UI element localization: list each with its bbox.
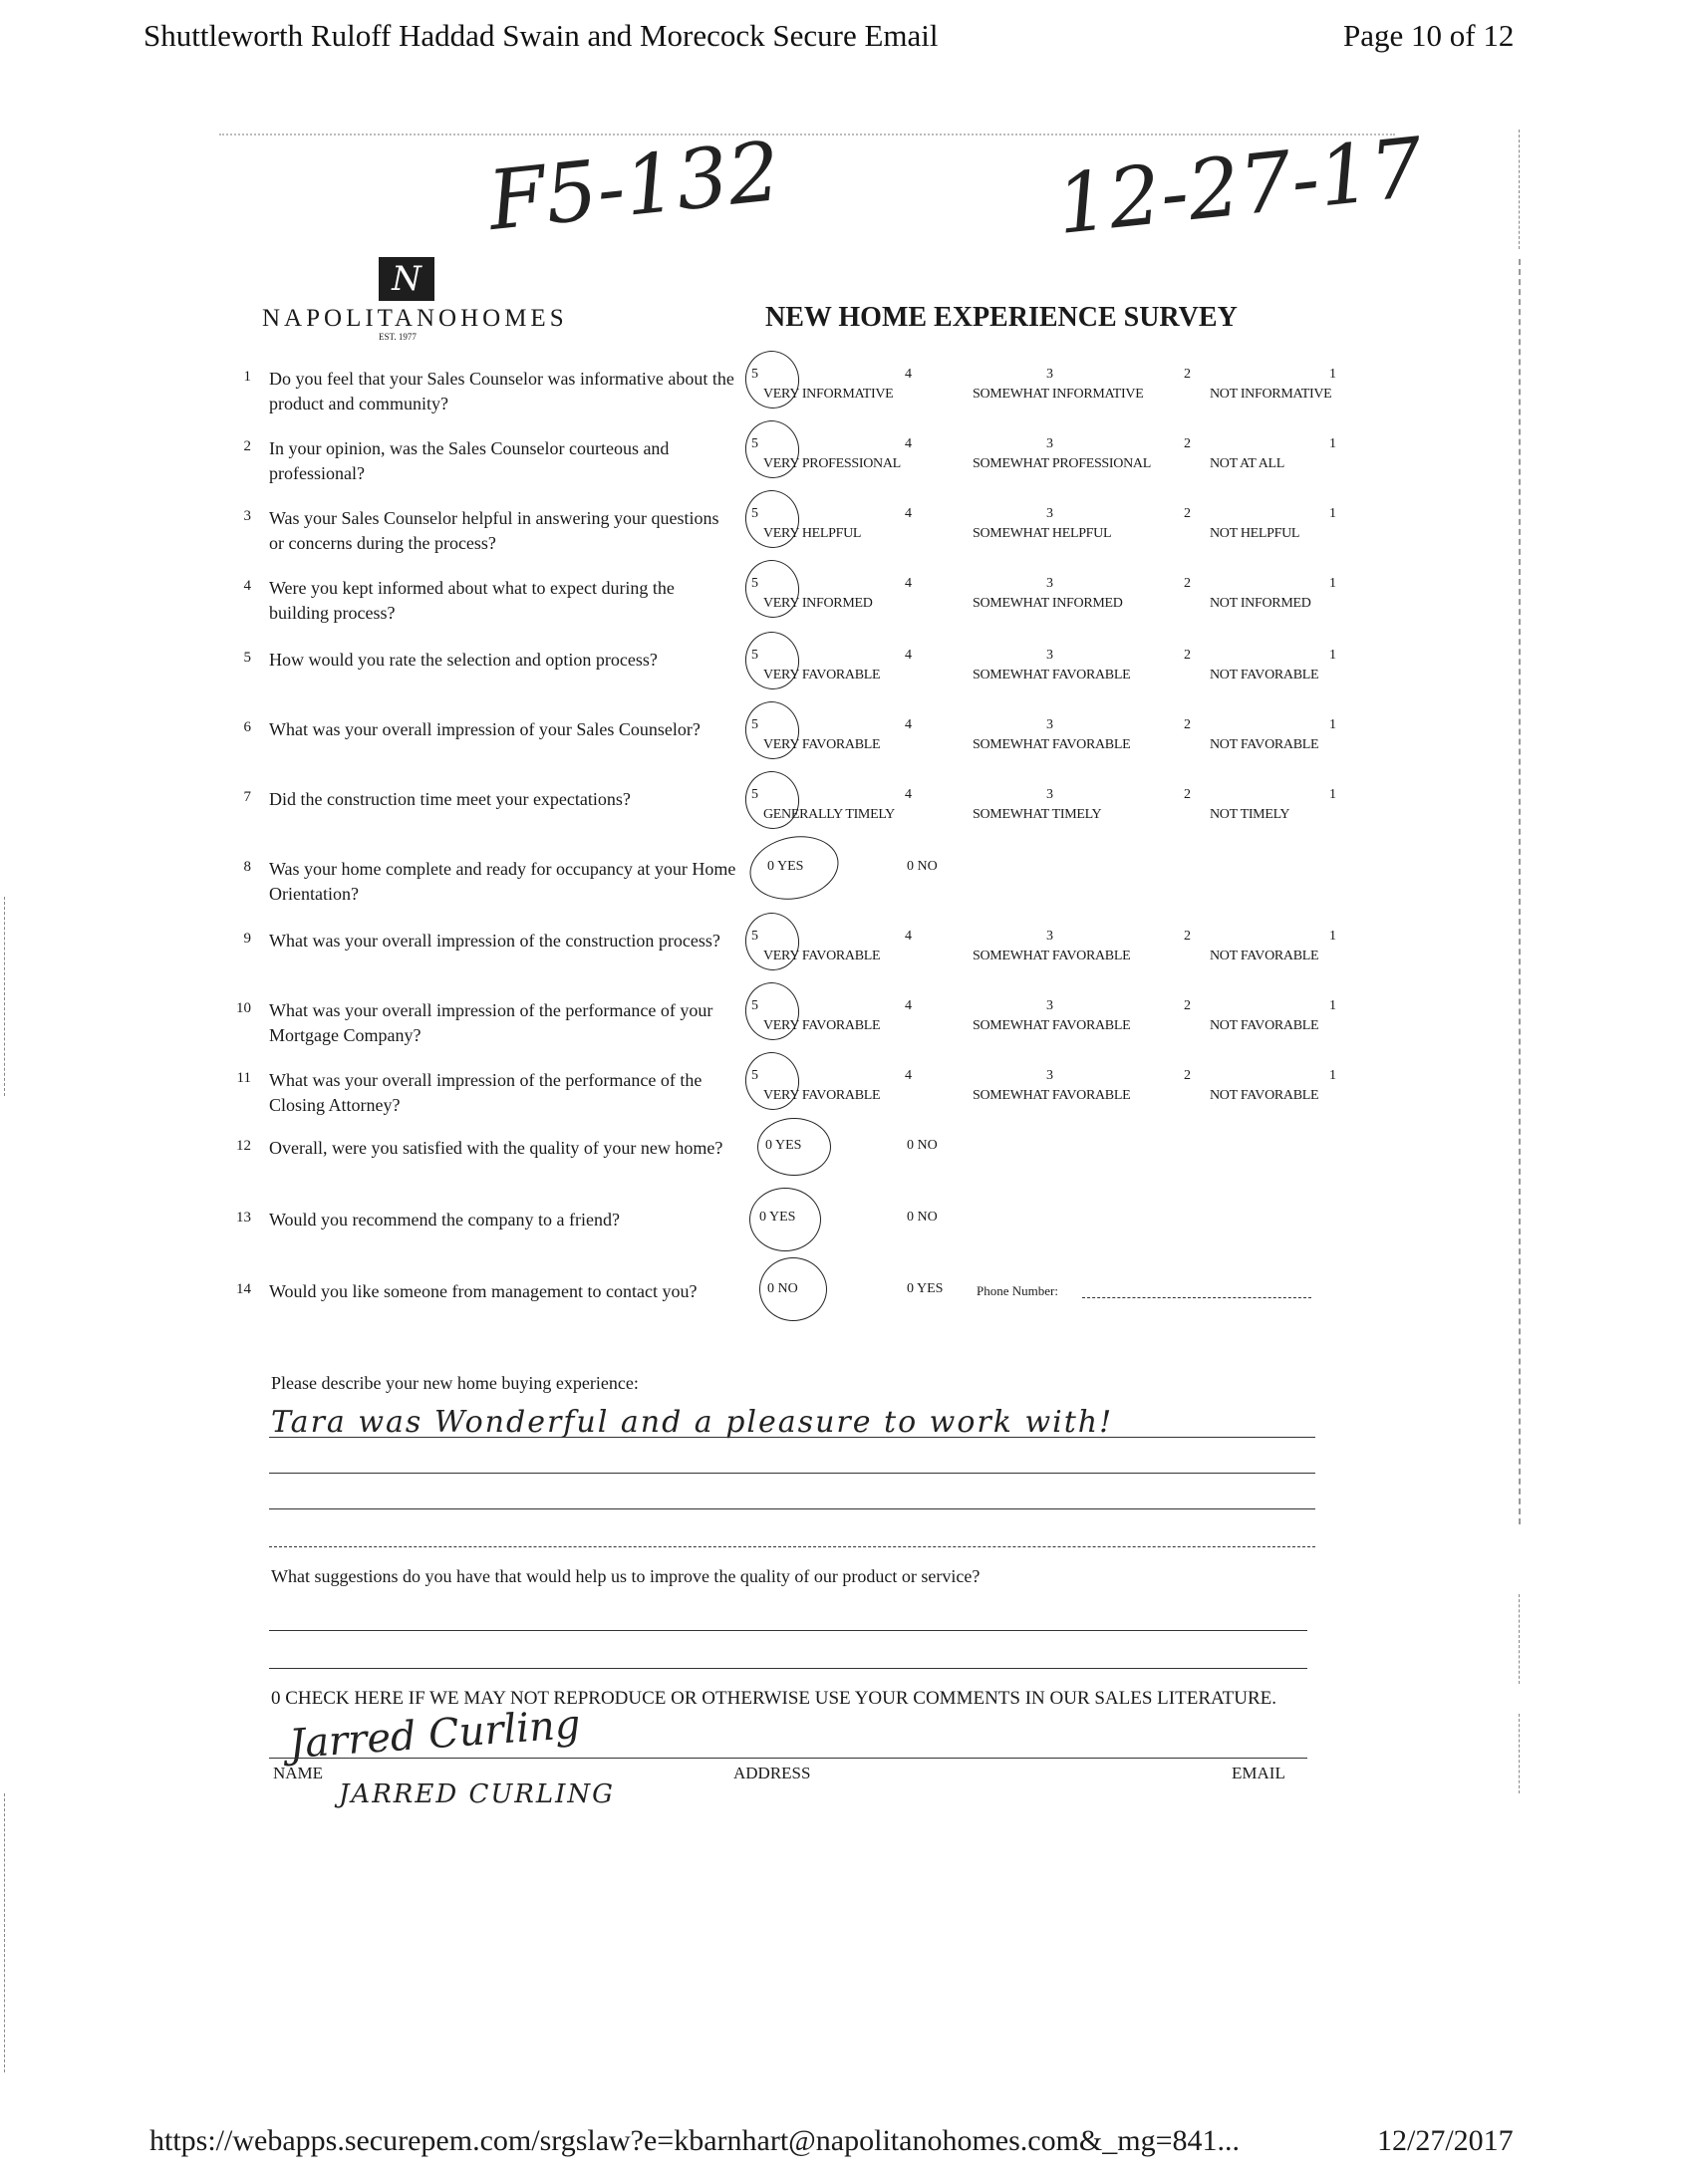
scale-value-4[interactable]: 4 [905, 717, 912, 732]
handwritten-signature: Jarred Curling [287, 1701, 582, 1769]
scale-value-5[interactable]: 5 [751, 367, 758, 382]
question-text: Did the construction time meet your expectations? [269, 789, 631, 809]
scan-edge-artifact [1519, 259, 1521, 1524]
question-number: 6 [243, 719, 251, 735]
scale-value-4[interactable]: 4 [905, 576, 912, 591]
question-number: 12 [236, 1138, 251, 1154]
scale-value-3[interactable]: 3 [1046, 929, 1053, 944]
answer-circle-mark [740, 556, 803, 622]
question-number: 11 [236, 1070, 251, 1086]
answer-circle-mark [740, 628, 803, 693]
scan-edge-artifact [1519, 1714, 1520, 1793]
scale-value-4[interactable]: 4 [905, 436, 912, 451]
scale-value-5[interactable]: 5 [751, 717, 758, 732]
scale-value-1[interactable]: 1 [1329, 1068, 1336, 1083]
question-number: 10 [236, 1000, 251, 1016]
scale-value-4[interactable]: 4 [905, 1068, 912, 1083]
question-text: Overall, were you satisfied with the quality of your new home? [269, 1138, 723, 1158]
question-number: 2 [243, 438, 251, 454]
scale-label-3: SOMEWHAT FAVORABLE [973, 1088, 1131, 1103]
answer-circle-mark [740, 486, 803, 552]
scale-value-4[interactable]: 4 [905, 367, 912, 382]
answer-circle-mark [740, 416, 803, 482]
answer-line[interactable] [269, 1668, 1307, 1669]
answer-circle-mark [740, 909, 803, 974]
scale-value-5[interactable]: 5 [751, 576, 758, 591]
answer-option-yes[interactable]: 0 YES [759, 1210, 796, 1225]
scale-value-3[interactable]: 3 [1046, 998, 1053, 1013]
scale-value-2[interactable]: 2 [1184, 998, 1191, 1013]
scale-label-5: VERY PROFESSIONAL [763, 456, 901, 471]
answer-circle-mark [757, 1118, 831, 1176]
scale-value-2[interactable]: 2 [1184, 929, 1191, 944]
footer-date: 12/27/2017 [1377, 2124, 1514, 2157]
question-text: What was your overall impression of your Sales Counselor? [269, 719, 701, 739]
scale-label-1: NOT FAVORABLE [1210, 1088, 1319, 1103]
scale-label-1: NOT AT ALL [1210, 456, 1285, 471]
scan-edge-artifact [4, 897, 5, 1096]
scale-label-5: VERY FAVORABLE [763, 1018, 881, 1033]
question-text: What was your overall impression of the construction process? [269, 931, 720, 951]
scale-label-5: VERY FAVORABLE [763, 1088, 881, 1103]
scale-value-3[interactable]: 3 [1046, 367, 1053, 382]
answer-option-yes[interactable]: 0 YES [765, 1138, 802, 1153]
question-text: Would you recommend the company to a friend? [269, 1210, 620, 1229]
scale-value-4[interactable]: 4 [905, 929, 912, 944]
page-number: Page 10 of 12 [1343, 18, 1515, 53]
scale-value-4[interactable]: 4 [905, 787, 912, 802]
scale-label-5: VERY INFORMATIVE [763, 387, 894, 402]
scale-value-1[interactable]: 1 [1329, 436, 1336, 451]
scale-value-4[interactable]: 4 [905, 648, 912, 663]
scale-label-5: VERY FAVORABLE [763, 737, 881, 752]
name-label: NAME [273, 1764, 324, 1782]
scale-value-1[interactable]: 1 [1329, 648, 1336, 663]
address-label: ADDRESS [733, 1764, 811, 1782]
scale-label-5: VERY FAVORABLE [763, 668, 881, 682]
scale-label-3: SOMEWHAT INFORMED [973, 596, 1123, 611]
question-text: Do you feel that your Sales Counselor was informative about the product and community? [269, 369, 734, 413]
scale-value-5[interactable]: 5 [751, 506, 758, 521]
scale-label-3: SOMEWHAT HELPFUL [973, 526, 1112, 541]
company-monogram-logo: N [379, 257, 434, 301]
answer-line[interactable] [269, 1437, 1315, 1438]
answer-option-no[interactable]: 0 NO [907, 859, 938, 874]
scale-label-1: NOT TIMELY [1210, 807, 1290, 822]
handwritten-printed-name: JARRED CURLING [339, 1779, 615, 1809]
company-name: NAPOLITANOHOMES [262, 305, 568, 332]
scale-label-1: NOT FAVORABLE [1210, 949, 1319, 963]
answer-option-no[interactable]: 0 NO [767, 1281, 798, 1296]
answer-circle-mark [744, 828, 845, 907]
scale-label-1: NOT FAVORABLE [1210, 737, 1319, 752]
scale-value-1[interactable]: 1 [1329, 506, 1336, 521]
question-number: 4 [243, 578, 251, 594]
scale-value-3[interactable]: 3 [1046, 717, 1053, 732]
scale-label-5: VERY FAVORABLE [763, 949, 881, 963]
question-text: What was your overall impression of the performance of your Mortgage Company? [269, 1000, 713, 1045]
question-text: Would you like someone from management to contact you? [269, 1281, 698, 1301]
scale-label-5: VERY HELPFUL [763, 526, 862, 541]
scale-value-3[interactable]: 3 [1046, 1068, 1053, 1083]
scale-value-1[interactable]: 1 [1329, 929, 1336, 944]
answer-line[interactable] [269, 1508, 1315, 1509]
scale-label-3: SOMEWHAT FAVORABLE [973, 949, 1131, 963]
scale-value-4[interactable]: 4 [905, 506, 912, 521]
scale-label-1: NOT HELPFUL [1210, 526, 1300, 541]
scale-value-3[interactable]: 3 [1046, 648, 1053, 663]
scan-edge-artifact [1519, 130, 1520, 249]
question-text: How would you rate the selection and option process? [269, 650, 658, 670]
scale-label-1: NOT FAVORABLE [1210, 1018, 1319, 1033]
survey-title: NEW HOME EXPERIENCE SURVEY [765, 302, 1238, 333]
question-text: What was your overall impression of the performance of the Closing Attorney? [269, 1070, 703, 1115]
company-established: EST. 1977 [379, 332, 417, 342]
scale-label-3: SOMEWHAT FAVORABLE [973, 737, 1131, 752]
answer-circle-mark [740, 767, 803, 833]
scale-label-5: VERY INFORMED [763, 596, 873, 611]
answer-line[interactable] [269, 1546, 1315, 1547]
scale-value-3[interactable]: 3 [1046, 506, 1053, 521]
scale-label-1: NOT INFORMATIVE [1210, 387, 1332, 402]
scale-value-5[interactable]: 5 [751, 787, 758, 802]
question-number: 9 [243, 931, 251, 947]
document-header-title: Shuttleworth Ruloff Haddad Swain and Morecock Secure Email [143, 18, 939, 53]
do-not-reproduce-checkbox-label[interactable]: 0 CHECK HERE IF WE MAY NOT REPRODUCE OR OTHERWISE USE YOUR COMMENTS IN OUR SALES LITERATURE. [271, 1688, 1276, 1709]
scale-label-5: GENERALLY TIMELY [763, 807, 895, 822]
handwritten-date: 12-27-17 [1052, 121, 1428, 253]
scale-label-3: SOMEWHAT TIMELY [973, 807, 1102, 822]
question-text: In your opinion, was the Sales Counselor courteous and professional? [269, 438, 670, 483]
experience-prompt: Please describe your new home buying experience: [271, 1373, 639, 1393]
scale-value-2[interactable]: 2 [1184, 1068, 1191, 1083]
answer-option-yes[interactable]: 0 YES [907, 1281, 944, 1296]
answer-circle-mark [740, 347, 803, 412]
experience-answer-handwritten: Tara was Wonderful and a pleasure to work with! [271, 1405, 1114, 1440]
scale-label-1: NOT INFORMED [1210, 596, 1311, 611]
question-number: 7 [243, 789, 251, 805]
footer-url: https://webapps.securepem.com/srgslaw?e=kbarnhart@napolitanohomes.com&_mg=841... [149, 2124, 1241, 2157]
scan-edge-artifact [4, 1793, 5, 2072]
scale-label-3: SOMEWHAT PROFESSIONAL [973, 456, 1151, 471]
scale-value-5[interactable]: 5 [751, 998, 758, 1013]
scale-value-3[interactable]: 3 [1046, 787, 1053, 802]
question-number: 14 [236, 1281, 251, 1297]
scale-value-2[interactable]: 2 [1184, 367, 1191, 382]
question-number: 5 [243, 650, 251, 666]
signature-line[interactable] [269, 1758, 1307, 1759]
suggestions-prompt: What suggestions do you have that would help us to improve the quality of our product or service? [271, 1566, 981, 1586]
scale-value-1[interactable]: 1 [1329, 787, 1336, 802]
scale-value-2[interactable]: 2 [1184, 436, 1191, 451]
answer-line[interactable] [269, 1630, 1307, 1631]
email-label: EMAIL [1232, 1764, 1285, 1782]
answer-circle-mark [749, 1188, 821, 1251]
answer-circle-mark [740, 697, 803, 763]
answer-line[interactable] [269, 1473, 1315, 1474]
scale-value-2[interactable]: 2 [1184, 787, 1191, 802]
scale-value-5[interactable]: 5 [751, 648, 758, 663]
scale-value-1[interactable]: 1 [1329, 367, 1336, 382]
scale-value-1[interactable]: 1 [1329, 576, 1336, 591]
scale-value-3[interactable]: 3 [1046, 436, 1053, 451]
scale-value-2[interactable]: 2 [1184, 506, 1191, 521]
question-number: 3 [243, 508, 251, 524]
scale-value-5[interactable]: 5 [751, 1068, 758, 1083]
scale-label-3: SOMEWHAT FAVORABLE [973, 1018, 1131, 1033]
question-number: 13 [236, 1210, 251, 1226]
scale-value-2[interactable]: 2 [1184, 576, 1191, 591]
scan-noise [219, 134, 1395, 136]
answer-circle-mark [759, 1257, 827, 1321]
question-number: 8 [243, 859, 251, 875]
question-text: Was your home complete and ready for occupancy at your Home Orientation? [269, 859, 736, 904]
scale-value-5[interactable]: 5 [751, 436, 758, 451]
scale-label-1: NOT FAVORABLE [1210, 668, 1319, 682]
answer-circle-mark [740, 978, 803, 1044]
answer-option-no[interactable]: 0 NO [907, 1138, 938, 1153]
answer-option-yes[interactable]: 0 YES [767, 859, 804, 874]
question-text: Was your Sales Counselor helpful in answering your questions or concerns during the process? [269, 508, 719, 553]
scale-value-5[interactable]: 5 [751, 929, 758, 944]
scale-value-1[interactable]: 1 [1329, 998, 1336, 1013]
handwritten-file-number: F5-132 [483, 124, 785, 250]
question-number: 1 [243, 369, 251, 385]
scale-value-2[interactable]: 2 [1184, 717, 1191, 732]
scan-edge-artifact [1519, 1594, 1520, 1684]
scale-value-2[interactable]: 2 [1184, 648, 1191, 663]
phone-number-label: Phone Number: [977, 1283, 1058, 1298]
scale-label-3: SOMEWHAT INFORMATIVE [973, 387, 1144, 402]
answer-circle-mark [740, 1048, 803, 1114]
scale-value-3[interactable]: 3 [1046, 576, 1053, 591]
question-text: Were you kept informed about what to expect during the building process? [269, 578, 675, 623]
scale-value-4[interactable]: 4 [905, 998, 912, 1013]
answer-option-no[interactable]: 0 NO [907, 1210, 938, 1225]
scale-label-3: SOMEWHAT FAVORABLE [973, 668, 1131, 682]
scale-value-1[interactable]: 1 [1329, 717, 1336, 732]
phone-number-field[interactable] [1082, 1297, 1311, 1298]
